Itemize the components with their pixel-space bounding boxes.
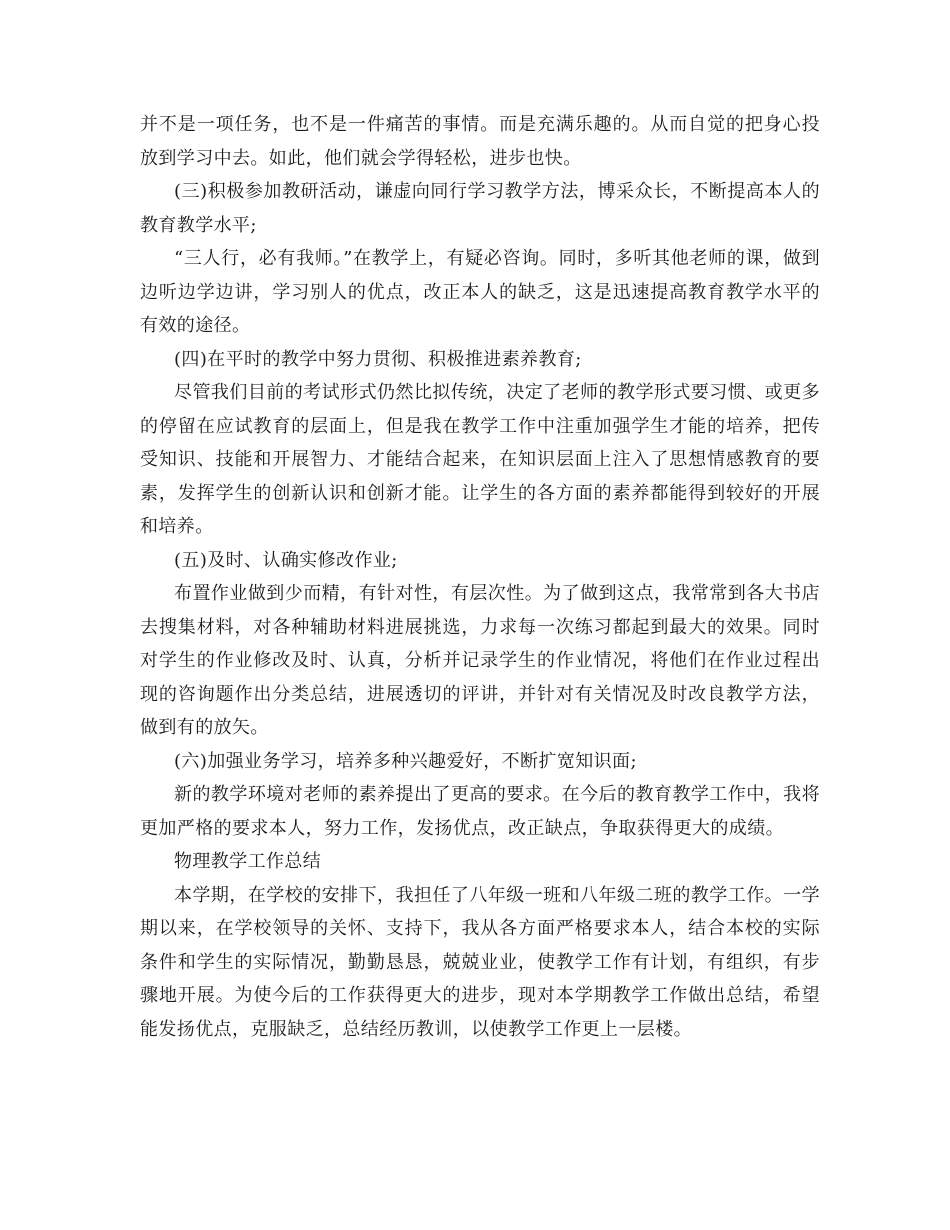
paragraph: “三人行，必有我师。”在教学上，有疑必咨询。同时，多听其他老师的课，做到边听边学边讲，学习别人的优点，改正本人的缺乏，这是迅速提高教育教学水平的有效的途径。 [140, 248, 820, 336]
section-heading: (六)加强业务学习，培养多种兴趣爱好，不断扩宽知识面; [174, 750, 637, 772]
section-heading: (三)积极参加教研活动，谦虚向同行学习教学方法，博采众长，不断提高本人的教育教学水平; [140, 181, 820, 236]
paragraph: 新的教学环境对老师的素养提出了更高的要求。在今后的教育教学工作中，我将更加严格的要求本人，努力工作，发扬优点，改正缺点，争取获得更大的成绩。 [140, 784, 820, 839]
document-page [140, 108, 820, 1046]
document-title: 物理教学工作总结 [174, 851, 322, 872]
section-heading: (五)及时、认确实修改作业; [174, 549, 398, 571]
section-heading: (四)在平时的教学中努力贯彻、积极推进素养教育; [174, 348, 582, 370]
paragraph: 并不是一项任务，也不是一件痛苦的事情。而是充满乐趣的。从而自觉的把身心投放到学习中去。如此，他们就会学得轻松，进步也快。 [140, 114, 820, 169]
paragraph: 本学期，在学校的安排下，我担任了八年级一班和八年级二班的教学工作。一学期以来，在学校领导的关怀、支持下，我从各方面严格要求本人，结合本校的实际条件和学生的实际情况，勤勤恳恳，兢兢业业，使教学工作有计划，有组织，有步骤地开展。为使今后的工作获得更大的进步，现对本学期教学工作做出总结，希望能发扬优点，克服缺乏，总结经历教训，以使教学工作更上一层楼。 [140, 884, 820, 1040]
paragraph: 布置作业做到少而精，有针对性，有层次性。为了做到这点，我常常到各大书店去搜集材料，对各种辅助材料进展挑选，力求每一次练习都起到最大的效果。同时对学生的作业修改及时、认真，分析并记录学生的作业情况，将他们在作业过程出现的咨询题作出分类总结，进展透切的评讲，并针对有关情况及时改良教学方法，做到有的放矢。 [140, 583, 820, 738]
paragraph: 尽管我们目前的考试形式仍然比拟传统，决定了老师的教学形式要习惯、或更多的停留在应试教育的层面上，但是我在教学工作中注重加强学生才能的培养，把传受知识、技能和开展智力、才能结合起来，在知识层面上注入了思想情感教育的要素，发挥学生的创新认识和创新才能。让学生的各方面的素养都能得到较好的开展和培养。 [140, 382, 820, 537]
